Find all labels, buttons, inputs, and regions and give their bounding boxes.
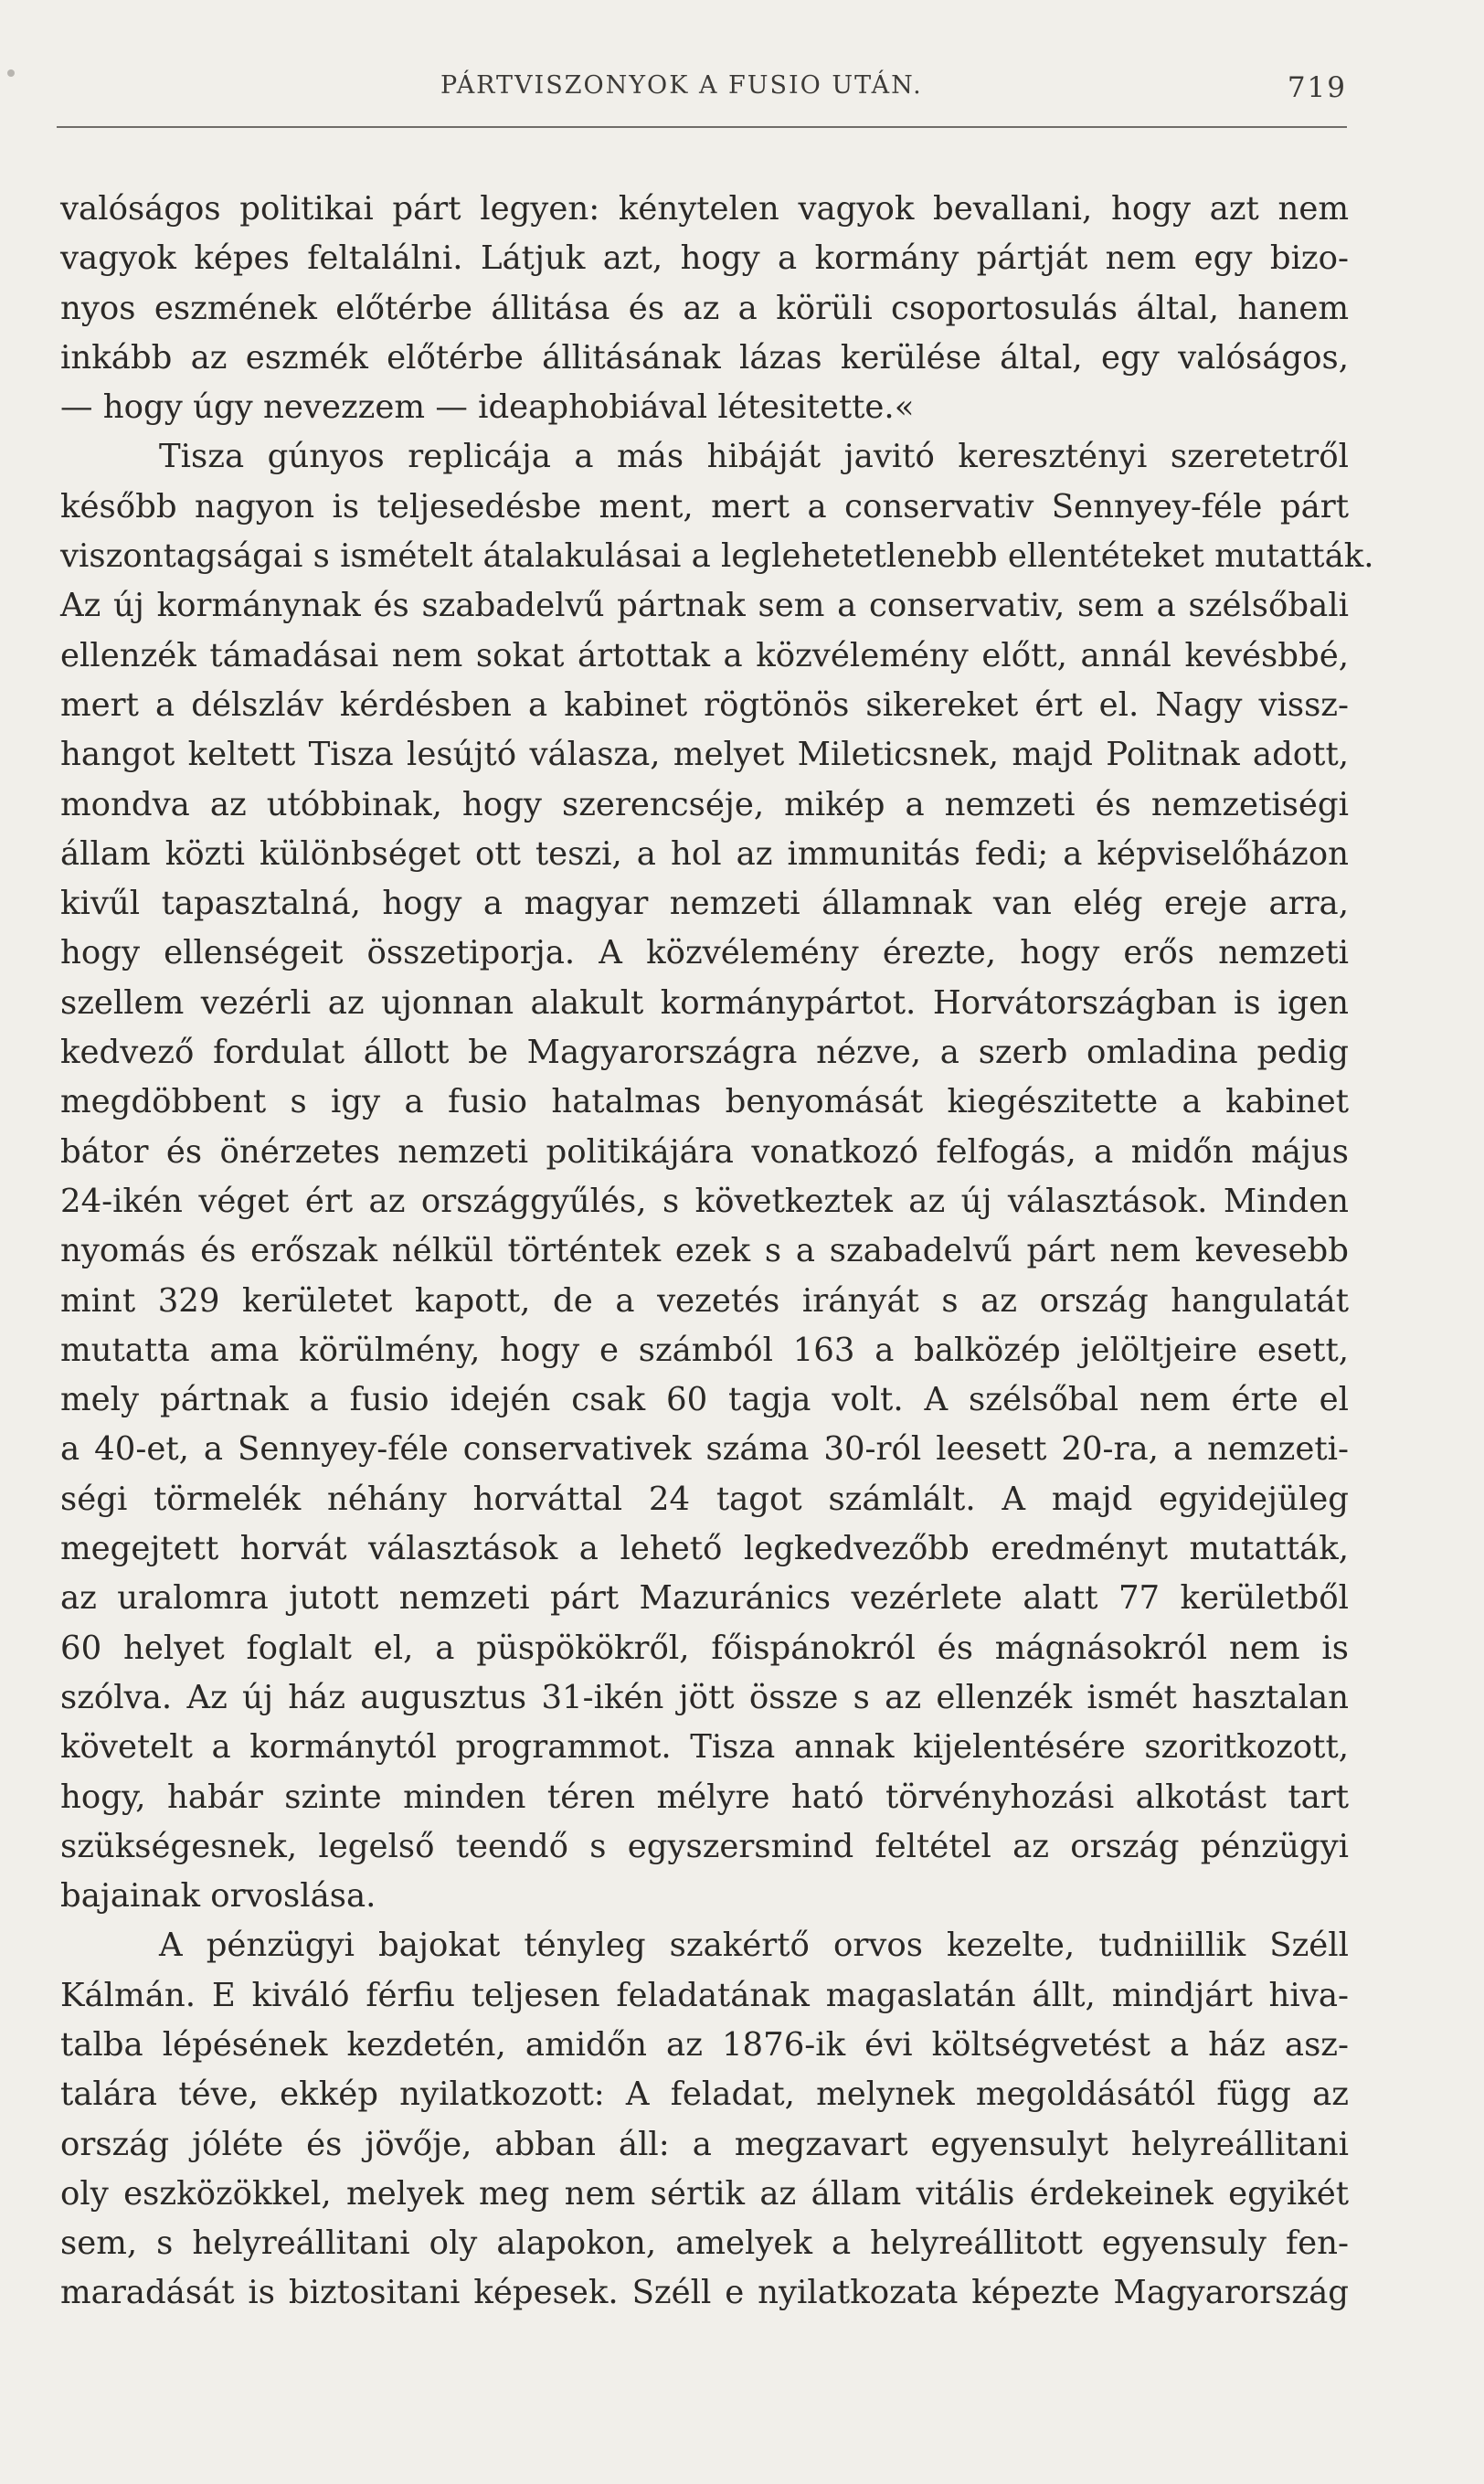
text-line: mondva az utóbbinak, hogy szerencséje, mikép a nemzeti és nemzetiségi <box>60 785 1349 823</box>
text-line: szellem vezérli az ujonnan alakult kormánypártot. Horvátországban is igen <box>60 983 1349 1022</box>
page-margin-dot <box>7 69 15 77</box>
text-line: az uralomra jutott nemzeti párt Mazuránics vezérlete alatt 77 kerületből <box>60 1579 1349 1618</box>
text-line: követelt a kormánytól programmot. Tisza annak kijelentésére szoritkozott, <box>60 1728 1349 1767</box>
text-line: ellenzék támadásai nem sokat ártottak a közvélemény előtt, annál kevésbbé, <box>60 636 1349 674</box>
text-line: ország jóléte és jövője, abban áll: a megzavart egyensulyt helyreállitani <box>60 2125 1349 2163</box>
text-line: hogy, habár szinte minden téren mélyre ható törvényhozási alkotást tart <box>60 1778 1349 1816</box>
text-line: — hogy úgy nevezzem — ideaphobiával létesitette.« <box>60 388 915 427</box>
text-line: valóságos politikai párt legyen: kénytelen vagyok bevallani, hogy azt nem <box>60 190 1349 228</box>
text-line: sem, s helyreállitani oly alapokon, amelyek a helyreállitott egyensuly fen- <box>60 2224 1349 2263</box>
text-line: kedvező fordulat állott be Magyarországra nézve, a szerb omladina pedig <box>60 1034 1349 1072</box>
text-line: oly eszközökkel, melyek meg nem sértik az állam vitális érdekeinek egyikét <box>60 2174 1349 2213</box>
text-line: megejtett horvát választások a lehető legkedvezőbb eredményt mutatták, <box>60 1530 1349 1568</box>
text-line: mutatta ama körülmény, hogy e számból 163 a balközép jelöltjeire esett, <box>60 1331 1349 1369</box>
text-line: megdöbbent s igy a fusio hatalmas benyomását kiegészitette a kabinet <box>60 1083 1349 1121</box>
text-line: 60 helyet foglalt el, a püspökökről, főispánokról és mágnásokról nem is <box>60 1629 1349 1667</box>
text-line: később nagyon is teljesedésbe ment, mert a conservativ Sennyey-féle párt <box>60 487 1349 525</box>
text-line: állam közti különbséget ott teszi, a hol az immunitás fedi; a képviselőházon <box>60 834 1349 873</box>
text-line: mint 329 kerületet kapott, de a vezetés irányát s az ország hangulatát <box>60 1281 1349 1320</box>
text-line: maradását is biztositani képesek. Széll e nyilatkozata képezte Magyarország <box>60 2274 1349 2312</box>
text-line: bátor és önérzetes nemzeti politikájára vonatkozó felfogás, a midőn május <box>60 1132 1349 1171</box>
text-line: 24-ikén véget ért az országgyűlés, s következtek az új választások. Minden <box>60 1182 1349 1220</box>
text-line: vagyok képes feltalálni. Látjuk azt, hogy a kormány pártját nem egy bizo- <box>60 239 1349 278</box>
body-text <box>60 185 1374 2319</box>
text-line: bajainak orvoslása. <box>60 1877 376 1916</box>
paragraph-first-line: A pénzügyi bajokat tényleg szakértő orvos kezelte, tudniillik Széll <box>159 1927 1349 1965</box>
page-number: 719 <box>1287 71 1347 104</box>
running-title: PÁRTVISZONYOK A FUSIO UTÁN. <box>440 71 923 100</box>
text-line: talba lépésének kezdetén, amidőn az 1876-ik évi költségvetést a ház asz- <box>60 2025 1349 2064</box>
page-header <box>57 71 1347 128</box>
text-line: hogy ellenségeit összetiporja. A közvélemény érezte, hogy erős nemzeti <box>60 934 1349 972</box>
paragraph-first-line: Tisza gúnyos replicája a más hibáját javitó keresztényi szeretetről <box>159 438 1349 476</box>
text-line: szólva. Az új ház augusztus 31-ikén jött össze s az ellenzék ismét hasztalan <box>60 1678 1349 1716</box>
text-line: kivűl tapasztalná, hogy a magyar nemzeti államnak van elég ereje arra, <box>60 885 1349 923</box>
text-line: nyos eszmének előtérbe állitása és az a körüli csoportosulás által, hanem <box>60 289 1349 327</box>
text-line: Az új kormánynak és szabadelvű pártnak sem a conservativ, sem a szélsőbali <box>60 587 1349 625</box>
text-line: nyomás és erőszak nélkül történtek ezek s a szabadelvű párt nem kevesebb <box>60 1232 1349 1270</box>
text-line: a 40-et, a Sennyey-féle conservativek száma 30-ról leesett 20-ra, a nemzeti- <box>60 1430 1349 1469</box>
text-line: szükségesnek, legelső teendő s egyszersmind feltétel az ország pénzügyi <box>60 1827 1349 1865</box>
text-line: mely pártnak a fusio idején csak 60 tagja volt. A szélsőbal nem érte el <box>60 1381 1349 1419</box>
text-line: ségi törmelék néhány horváttal 24 tagot számlált. A majd egyidejüleg <box>60 1480 1349 1518</box>
text-line: inkább az eszmék előtérbe állitásának lázas kerülése által, egy valóságos, <box>60 338 1349 377</box>
text-line: talára téve, ekkép nyilatkozott: A feladat, melynek megoldásától függ az <box>60 2075 1349 2114</box>
text-line: viszontagságai s ismételt átalakulásai a leglehetetlenebb ellentéteket mutatták. <box>60 537 1374 576</box>
text-line: mert a délszláv kérdésben a kabinet rögtönös sikereket ért el. Nagy vissz- <box>60 685 1349 724</box>
text-line: hangot keltett Tisza lesújtó válasza, melyet Mileticsnek, majd Politnak adott, <box>60 736 1349 774</box>
text-line: Kálmán. E kiváló férfiu teljesen feladatának magaslatán állt, mindjárt hiva- <box>60 1976 1349 2014</box>
